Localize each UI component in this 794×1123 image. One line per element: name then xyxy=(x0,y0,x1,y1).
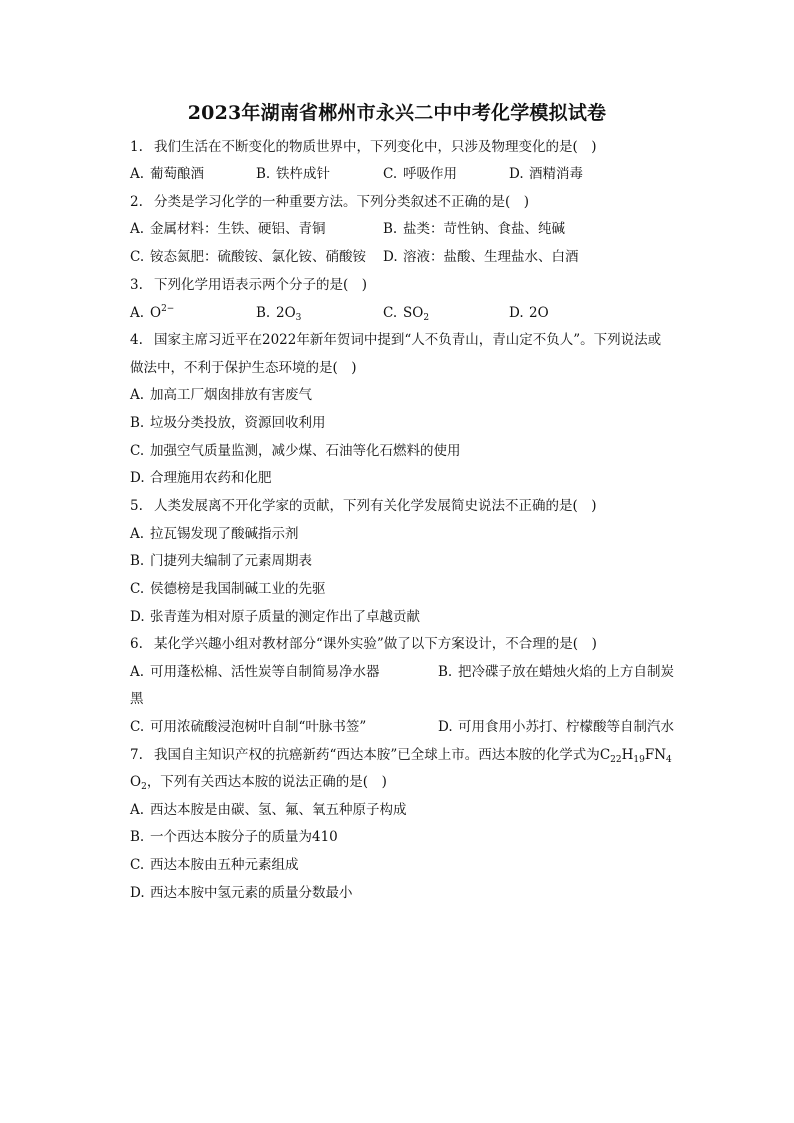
q5-option-a: A. 拉瓦锡发现了酸碱指示剂 xyxy=(130,526,299,542)
question-7 xyxy=(130,746,672,764)
question-number: 3. xyxy=(130,277,143,293)
q3-option-b: B. $2O_3$ xyxy=(256,305,302,323)
q1-option-a: A. 葡萄酿酒 xyxy=(130,166,204,182)
question-number: 1. xyxy=(130,139,143,155)
question-2 xyxy=(130,193,529,211)
q6-option-a: A. 可用蓬松棉、活性炭等自制简易净水器 xyxy=(130,664,380,680)
q3-option-d: D. 2O xyxy=(509,305,549,321)
question-text: 做法中，不利于保护生态环境的是( ) xyxy=(130,360,357,376)
chemical-formula: $C_{22}H_{19}FN_4$ xyxy=(599,747,672,765)
q2-option-a: A. 金属材料：生铁、硬铝、青铜 xyxy=(130,221,326,237)
question-number: 2. xyxy=(130,194,143,210)
question-number: 7. xyxy=(130,747,143,763)
q7-option-c: C. 西达本胺由五种元素组成 xyxy=(130,857,299,873)
q2-option-d: D. 溶液：盐酸、生理盐水、白酒 xyxy=(383,249,579,265)
question-text: 我们生活在不断变化的物质世界中，下列变化中，只涉及物理变化的是( ) xyxy=(154,139,597,155)
q2-option-b: B. 盐类：苛性钠、食盐、纯碱 xyxy=(383,221,565,237)
q5-option-d: D. 张青莲为相对原子质量的测定作出了卓越贡献 xyxy=(130,609,420,625)
q3-option-c: C. $SO_2$ xyxy=(383,305,430,323)
question-text: 下列化学用语表示两个分子的是( ) xyxy=(154,277,368,293)
question-text: 分类是学习化学的一种重要方法。下列分类叙述不正确的是( ) xyxy=(154,194,530,210)
q2-option-c: C. 铵态氮肥：硫酸铵、氯化铵、硝酸铵 xyxy=(130,249,366,265)
q4-option-a: A. 加高工厂烟囱排放有害废气 xyxy=(130,387,312,403)
question-number: 5. xyxy=(130,498,143,514)
question-text: 人类发展离不开化学家的贡献，下列有关化学发展简史说法不正确的是( ) xyxy=(154,498,597,514)
q1-option-d: D. 酒精消毒 xyxy=(509,166,583,182)
question-7-continued: $O_2$，下列有关西达本胺的说法正确的是( ) xyxy=(130,774,387,792)
q6-option-b-wrap: 黑 xyxy=(130,691,144,707)
q5-option-b: B. 门捷列夫编制了元素周期表 xyxy=(130,553,312,569)
q1-option-c: C. 呼吸作用 xyxy=(383,166,457,182)
question-1 xyxy=(130,138,597,156)
q4-option-c: C. 加强空气质量监测，减少煤、石油等化石燃料的使用 xyxy=(130,443,461,459)
question-text: ，下列有关西达本胺的说法正确的是( ) xyxy=(146,774,387,790)
q7-option-d: D. 西达本胺中氢元素的质量分数最小 xyxy=(130,885,353,901)
q3-option-a: A. $O^{2-}$ xyxy=(130,304,175,321)
q4-option-d: D. 合理施用农药和化肥 xyxy=(130,470,272,486)
question-number: 6. xyxy=(130,636,143,652)
question-6 xyxy=(130,635,597,653)
q6-option-b: B. 把冷碟子放在蜡烛火焰的上方自制炭 xyxy=(438,664,674,680)
question-4 xyxy=(130,331,661,349)
question-3 xyxy=(130,276,367,294)
q6-option-d: D. 可用食用小苏打、柠檬酸等自制汽水 xyxy=(438,719,674,735)
question-number: 4. xyxy=(130,332,143,348)
question-text: 我国自主知识产权的抗癌新药“西达本胺”已全球上市。西达本胺的化学式为 xyxy=(154,747,600,763)
q7-option-a: A. 西达本胺是由碳、氢、氟、氧五种原子构成 xyxy=(130,802,407,818)
question-4-continued xyxy=(130,359,357,377)
q4-option-b: B. 垃圾分类投放，资源回收利用 xyxy=(130,415,326,431)
q6-option-c: C. 可用浓硫酸浸泡树叶自制“叶脉书签” xyxy=(130,719,367,735)
q1-option-b: B. 铁杵成针 xyxy=(256,166,330,182)
q7-option-b: B. 一个西达本胺分子的质量为410 xyxy=(130,829,338,845)
question-5 xyxy=(130,497,597,515)
question-text: 某化学兴趣小组对教材部分“课外实验”做了以下方案设计，不合理的是( ) xyxy=(154,636,597,652)
page-title: 2023年湖南省郴州市永兴二中中考化学模拟试卷 xyxy=(187,102,607,124)
q5-option-c: C. 侯德榜是我国制碱工业的先驱 xyxy=(130,581,326,597)
question-text: 国家主席习近平在2022年新年贺词中提到“人不负青山，青山定不负人”。下列说法或 xyxy=(154,332,662,348)
